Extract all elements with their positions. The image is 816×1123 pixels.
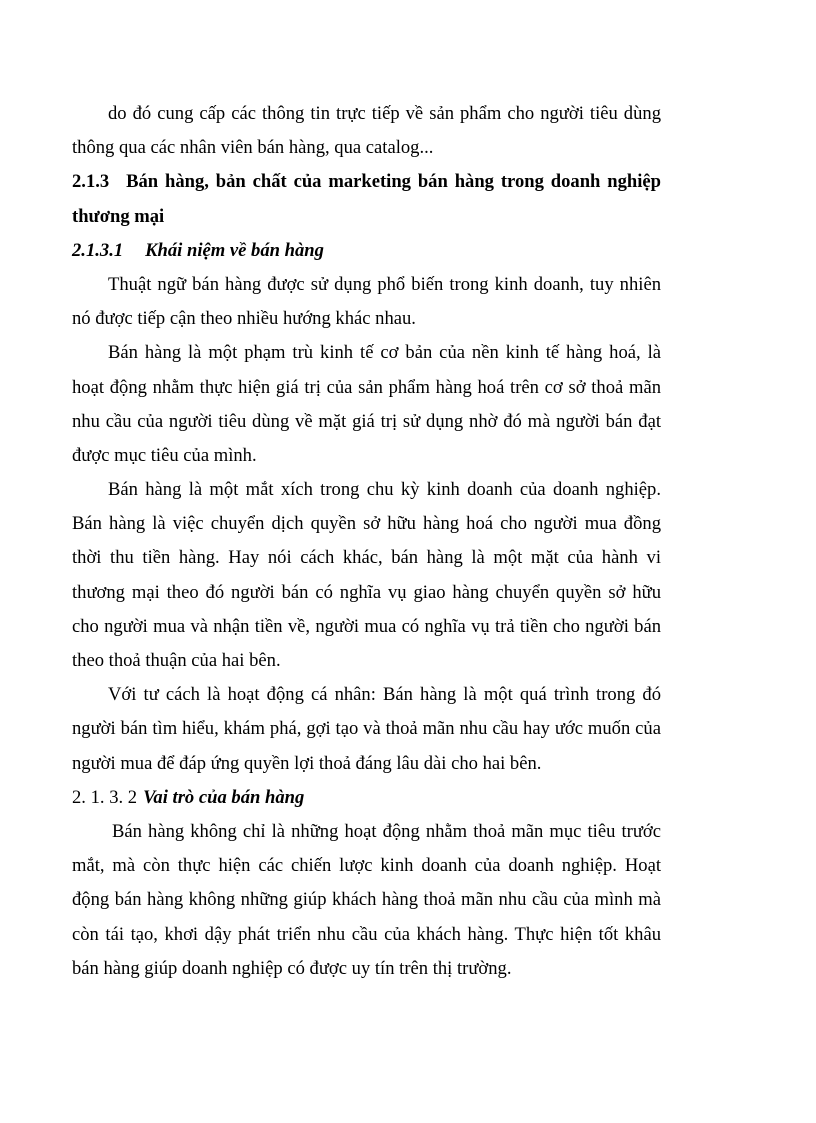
- paragraph: [72, 678, 661, 781]
- section-title: Vai trò của bán hàng: [143, 786, 305, 808]
- text-line: mắt, mà còn thực hiện các chiến lược kinh doanh của doanh nghiệp. Hoạt: [72, 855, 661, 877]
- text-line: Bán hàng là một mắt xích trong chu kỳ kinh doanh của doanh nghiệp.: [108, 479, 661, 501]
- section-title: Bán hàng, bản chất của marketing bán hàng trong doanh nghiệp: [126, 171, 661, 193]
- text-line: Thuật ngữ bán hàng được sử dụng phổ biến trong kinh doanh, tuy nhiên: [108, 273, 661, 295]
- text-line: còn tái tạo, khơi dậy phát triển nhu cầu của khách hàng. Thực hiện tốt khâu: [72, 923, 661, 945]
- section-title: Khái niệm về bán hàng: [145, 239, 324, 261]
- text-line: do đó cung cấp các thông tin trực tiếp về sản phẩm cho người tiêu dùng: [108, 103, 661, 124]
- text-line: Bán hàng là một phạm trù kinh tế cơ bản của nền kinh tế hàng hoá, là: [108, 342, 661, 364]
- section-number: 2. 1. 3. 2: [72, 786, 138, 808]
- intro-paragraph: [72, 97, 661, 165]
- text-line: người mua để đáp ứng quyền lợi thoả đáng lâu dài cho hai bên.: [72, 752, 542, 774]
- text-line: cho người mua và nhận tiền về, người mua có nghĩa vụ trả tiền cho người bán: [72, 615, 661, 637]
- paragraph: [72, 473, 661, 678]
- paragraph: [72, 815, 661, 986]
- paragraph: [72, 268, 661, 336]
- text-line: nó được tiếp cận theo nhiều hướng khác nhau.: [72, 308, 416, 330]
- document-page: [72, 97, 661, 986]
- text-line: bán hàng giúp doanh nghiệp có được uy tín trên thị trường.: [72, 957, 512, 979]
- text-line: người bán tìm hiểu, khám phá, gợi tạo và thoả mãn nhu cầu hay ước muốn của: [72, 718, 661, 740]
- text-line: thông qua các nhân viên bán hàng, qua catalog...: [72, 137, 434, 159]
- section-heading-2-1-3: [72, 165, 661, 233]
- section-heading-2-1-3-2: [72, 781, 661, 815]
- section-number: 2.1.3: [72, 171, 110, 193]
- section-number: 2.1.3.1: [72, 239, 124, 261]
- section-heading-2-1-3-1: [72, 234, 661, 268]
- text-line: Bán hàng là việc chuyển dịch quyền sở hữu hàng hoá cho người mua đồng: [72, 513, 661, 535]
- text-line: Với tư cách là hoạt động cá nhân: Bán hàng là một quá trình trong đó: [108, 684, 661, 706]
- heading-line: thương mại: [72, 205, 165, 227]
- text-line: theo thoả thuận của hai bên.: [72, 650, 281, 671]
- heading-line: [72, 165, 661, 199]
- text-line: nhu cầu của người tiêu dùng về mặt giá trị sử dụng nhờ đó mà người bán đạt: [72, 410, 661, 432]
- text-line: thương mại theo đó người bán có nghĩa vụ giao hàng chuyển quyền sở hữu: [72, 581, 661, 603]
- text-line: thời thu tiền hàng. Hay nói cách khác, bán hàng là một mặt của hành vi: [72, 547, 661, 569]
- text-line: hoạt động nhằm thực hiện giá trị của sản phẩm hàng hoá trên cơ sở thoả mãn: [72, 376, 661, 398]
- paragraph: [72, 336, 661, 473]
- text-line: Bán hàng không chỉ là những hoạt động nhằm thoả mãn mục tiêu trước: [112, 820, 661, 842]
- text-line: động bán hàng không những giúp khách hàng thoả mãn nhu cầu của mình mà: [72, 889, 661, 911]
- text-line: được mục tiêu của mình.: [72, 444, 257, 466]
